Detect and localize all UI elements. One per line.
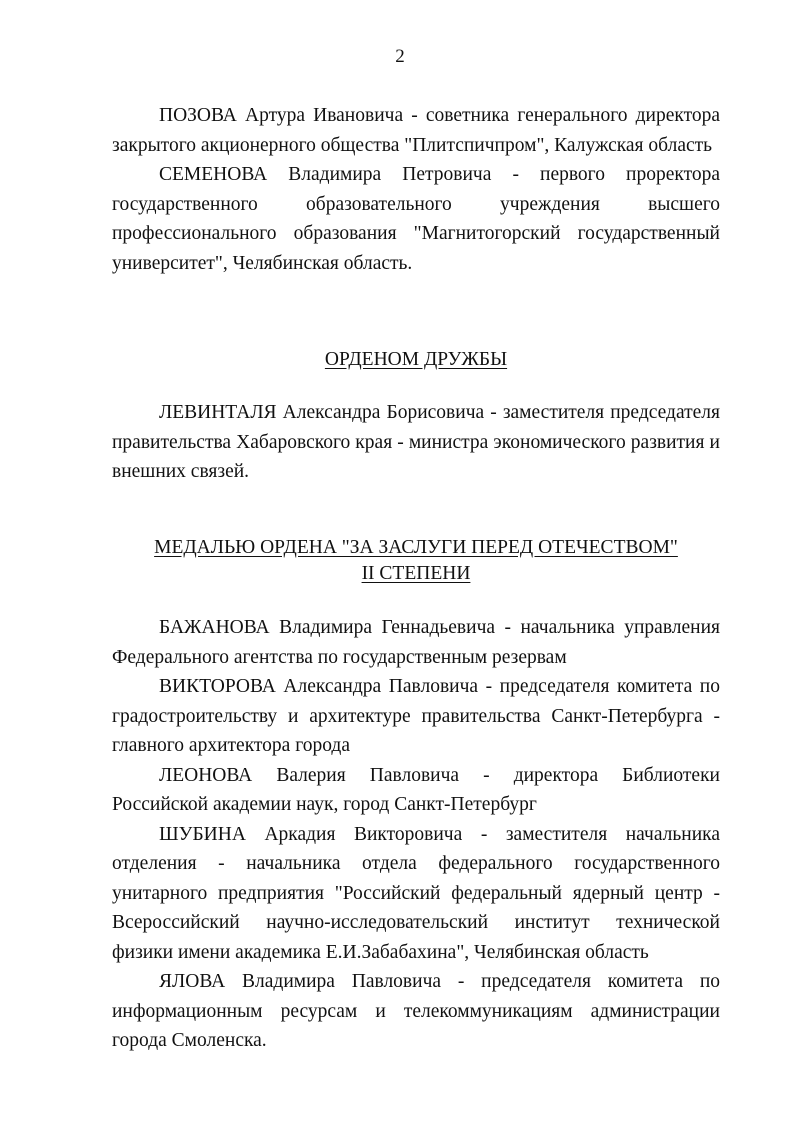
nominee-entry: ВИКТОРОВА Александра Павловича - председателя комитета по градостроительству и архитектуре правительства Санкт-Петербурга - главного архитектора города	[112, 676, 720, 756]
nominee-entry: СЕМЕНОВА Владимира Петровича - первого проректора государственного образовательного учреждения высшего профессионального образования "Магнитогорский государственный университет", Челябинская область.	[112, 164, 720, 274]
nominee-entry: ЯЛОВА Владимира Павловича - председателя комитета по информационным ресурсам и телекоммуникациям администрации города Смоленска.	[112, 971, 720, 1051]
nominee-list-order-merit	[112, 101, 720, 278]
section-heading-text: ОРДЕНОМ ДРУЖБЫ	[324, 349, 508, 370]
section-heading-order-of-friendship	[112, 347, 720, 373]
nominee-entry: ПОЗОВА Артура Ивановича - советника генерального директора закрытого акционерного общества "Плитспичпром", Калужская область	[112, 105, 720, 156]
nominee-entry: ЛЕОНОВА Валерия Павловича - директора Библиотеки Российской академии наук, город Санкт-Петербург	[112, 764, 720, 815]
section-heading-line-1: МЕДАЛЬЮ ОРДЕНА "ЗА ЗАСЛУГИ ПЕРЕД ОТЕЧЕСТВОМ"	[154, 537, 678, 558]
section-heading-line-2: II СТЕПЕНИ	[361, 563, 471, 584]
nominee-entry: ШУБИНА Аркадия Викторовича - заместителя начальника отделения - начальника отдела федерального государственного унитарного предприятия "Российский федеральный ядерный центр - Всероссийский научно-исследовательский институт технической физики имени академика Е.И.Забабахина", Челябинская область	[112, 823, 720, 963]
nominee-list-medal	[112, 613, 720, 1056]
section-heading-medal	[112, 535, 720, 587]
nominee-list-order-of-friendship	[112, 398, 720, 487]
nominee-entry: ЛЕВИНТАЛЯ Александра Борисовича - заместителя председателя правительства Хабаровского края - министра экономического развития и внешних связей.	[112, 402, 720, 482]
page-number: 2	[395, 46, 405, 67]
nominee-entry: БАЖАНОВА Владимира Геннадьевича - начальника управления Федерального агентства по государственным резервам	[112, 617, 720, 668]
